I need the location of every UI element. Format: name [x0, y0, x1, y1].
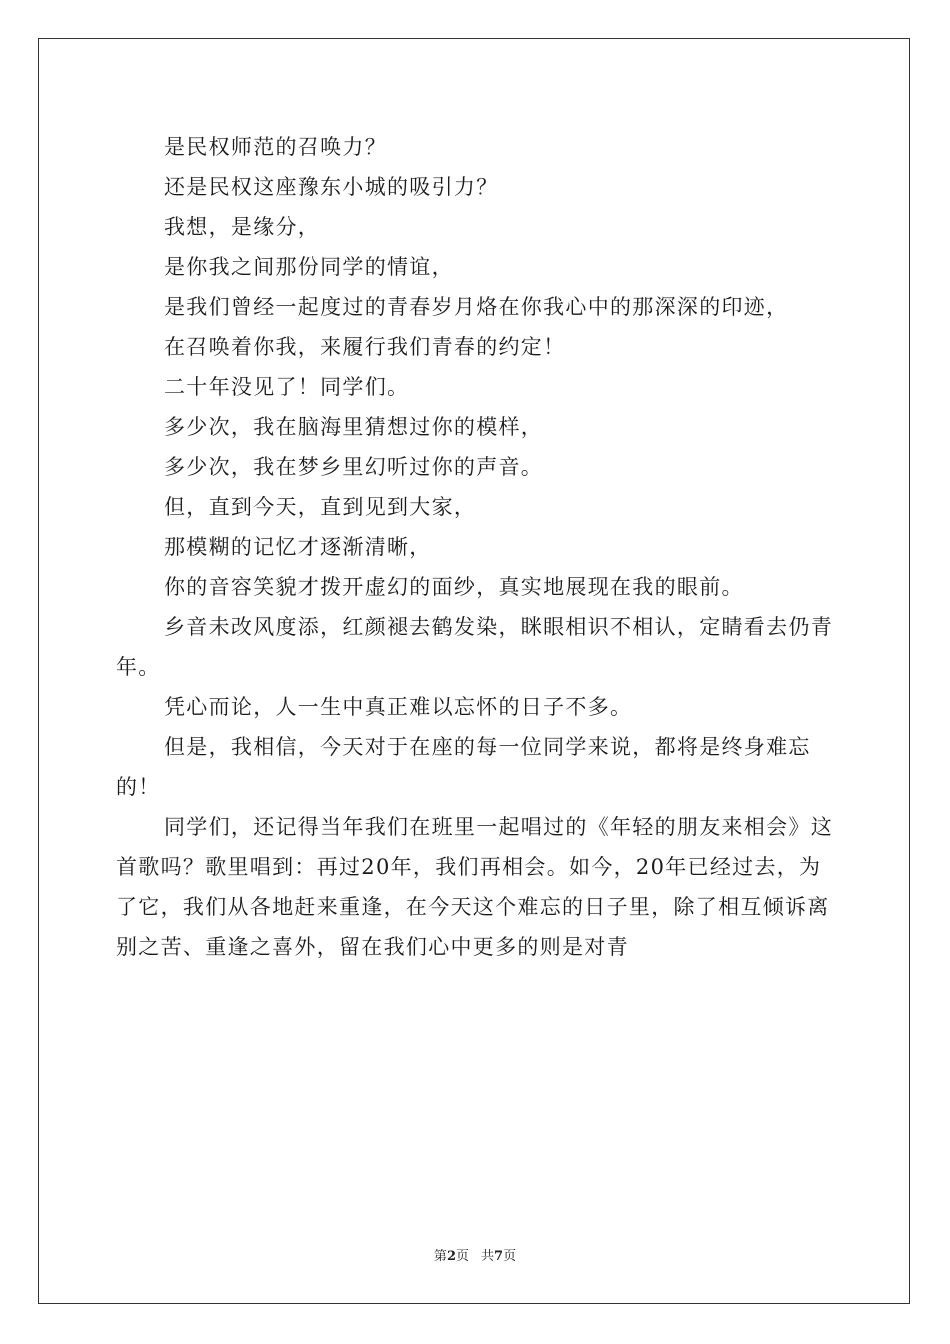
paragraph-3: 我想，是缘分，: [164, 215, 321, 239]
paragraph-8: 多少次，我在脑海里猜想过你的模样，: [164, 415, 544, 439]
page-footer: [0, 1249, 950, 1265]
paragraph-7: 二十年没见了！同学们。: [164, 375, 410, 399]
total-pages: 7: [494, 1249, 504, 1264]
paragraph-10: 但，直到今天，直到见到大家，: [164, 495, 477, 519]
page-number: 2: [446, 1249, 456, 1264]
paragraph-4: 是你我之间那份同学的情谊，: [164, 255, 454, 279]
total-prefix: 共: [481, 1249, 495, 1264]
paragraph-12: 你的音容笑貌才拨开虚幻的面纱，真实地展现在我的眼前。: [164, 575, 744, 599]
page-prefix: 第: [433, 1249, 447, 1264]
paragraph-13: 乡音未改风度添，红颜褪去鹤发染，眯眼相识不相认，定睛看去仍青年。: [116, 615, 833, 679]
paragraph-14: 凭心而论，人一生中真正难以忘怀的日子不多。: [164, 695, 633, 719]
paragraph-6: 在召唤着你我，来履行我们青春的约定！: [164, 335, 566, 359]
paragraph-2: 还是民权这座豫东小城的吸引力？: [164, 175, 499, 199]
total-suffix: 页: [503, 1249, 517, 1264]
document-body: [116, 127, 836, 967]
paragraph-11: 那模糊的记忆才逐渐清晰，: [164, 535, 432, 559]
paragraph-15: 但是，我相信，今天对于在座的每一位同学来说，都将是终身难忘的！: [116, 735, 811, 799]
page-suffix: 页: [455, 1249, 469, 1264]
paragraph-5: 是我们曾经一起度过的青春岁月烙在你我心中的那深深的印迹，: [164, 295, 789, 319]
paragraph-9: 多少次，我在梦乡里幻听过你的声音。: [164, 455, 544, 479]
paragraph-1: 是民权师范的召唤力？: [164, 135, 387, 159]
paragraph-16: 同学们，还记得当年我们在班里一起唱过的《年轻的朋友来相会》这首歌吗？歌里唱到：再过20年，我们再相会。如今，20年已经过去，为了它，我们从各地赶来重逢，在今天这个难忘的日子里，除了相互倾诉离别之苦、重逢之喜外，留在我们心中更多的则是对青: [116, 815, 833, 959]
